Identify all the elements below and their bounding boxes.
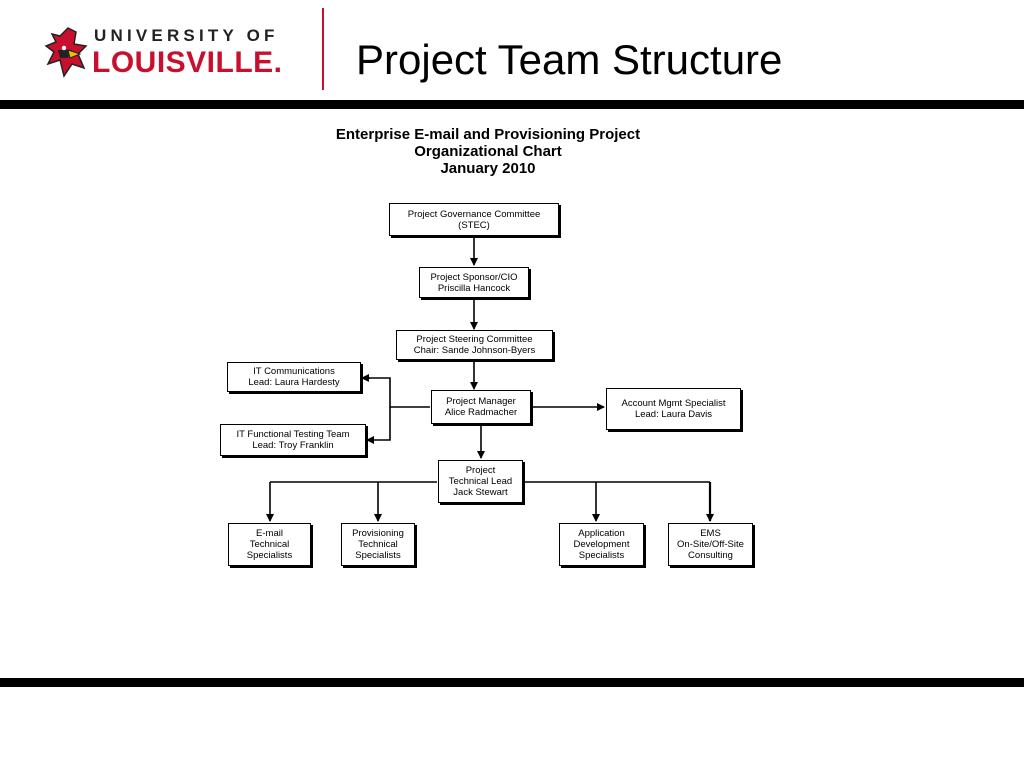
node-project-manager (431, 390, 531, 424)
node-provisioning-line-1: Provisioning (352, 528, 404, 539)
node-account-mgmt-specialist (606, 388, 741, 430)
node-it-testing-line-2: Lead: Troy Franklin (252, 440, 334, 451)
node-steering-committee (396, 330, 553, 360)
logo-text-university-of: UNIVERSITY OF (94, 26, 279, 45)
node-steering-line-1: Project Steering Committee (416, 334, 533, 345)
node-it-functional-testing (220, 424, 366, 456)
node-ems-line-1: EMS (700, 528, 721, 539)
chart-title-line-2: Organizational Chart (414, 143, 562, 160)
node-manager-line-1: Project Manager (446, 396, 516, 407)
node-account-line-1: Account Mgmt Specialist (621, 398, 726, 409)
node-email-specialists (228, 523, 311, 566)
logo-text-louisville: LOUISVILLE. (92, 46, 283, 79)
connector-manager-branches-left (364, 378, 430, 407)
chart-title-line-3: January 2010 (440, 160, 536, 177)
node-provisioning-specialists (341, 523, 415, 566)
node-ems-consulting (668, 523, 753, 566)
node-governance-line-2: (STEC) (458, 219, 490, 231)
node-ems-line-3: Consulting (688, 550, 733, 561)
node-it-communications (227, 362, 361, 392)
node-sponsor-line-1: Project Sponsor/CIO (430, 271, 518, 283)
node-technical-lead (438, 460, 523, 503)
node-project-sponsor (419, 267, 529, 298)
node-appdev-line-3: Specialists (578, 550, 625, 561)
node-it-comm-line-1: IT Communications (253, 366, 335, 377)
node-sponsor-line-2: Priscilla Hancock (437, 282, 511, 294)
node-it-testing-line-1: IT Functional Testing Team (236, 429, 350, 440)
node-account-line-2: Lead: Laura Davis (634, 409, 713, 420)
slide-title: Project Team Structure (356, 36, 783, 83)
node-techlead-line-1: Project (465, 465, 496, 476)
node-manager-line-2: Alice Radmacher (444, 407, 518, 418)
node-techlead-line-2: Technical Lead (448, 476, 513, 487)
node-steering-line-2: Chair: Sande Johnson-Byers (413, 345, 536, 356)
node-governance-committee (389, 203, 559, 236)
node-techlead-line-3: Jack Stewart (453, 487, 508, 498)
chart-title-line-1: Enterprise E-mail and Provisioning Project (335, 126, 641, 143)
node-appdev-specialists (559, 523, 644, 566)
node-appdev-line-1: Application (578, 528, 625, 539)
node-email-line-1: E-mail (256, 528, 283, 539)
node-it-comm-line-2: Lead: Laura Hardesty (248, 377, 340, 388)
node-appdev-line-2: Development (573, 539, 630, 550)
node-provisioning-line-3: Specialists (355, 550, 401, 561)
node-ems-line-2: On-Site/Off-Site (677, 539, 744, 550)
node-email-line-2: Technical (249, 539, 290, 550)
node-provisioning-line-2: Technical (358, 539, 398, 550)
node-governance-line-1: Project Governance Committee (407, 208, 541, 220)
node-email-line-3: Specialists (246, 550, 293, 561)
